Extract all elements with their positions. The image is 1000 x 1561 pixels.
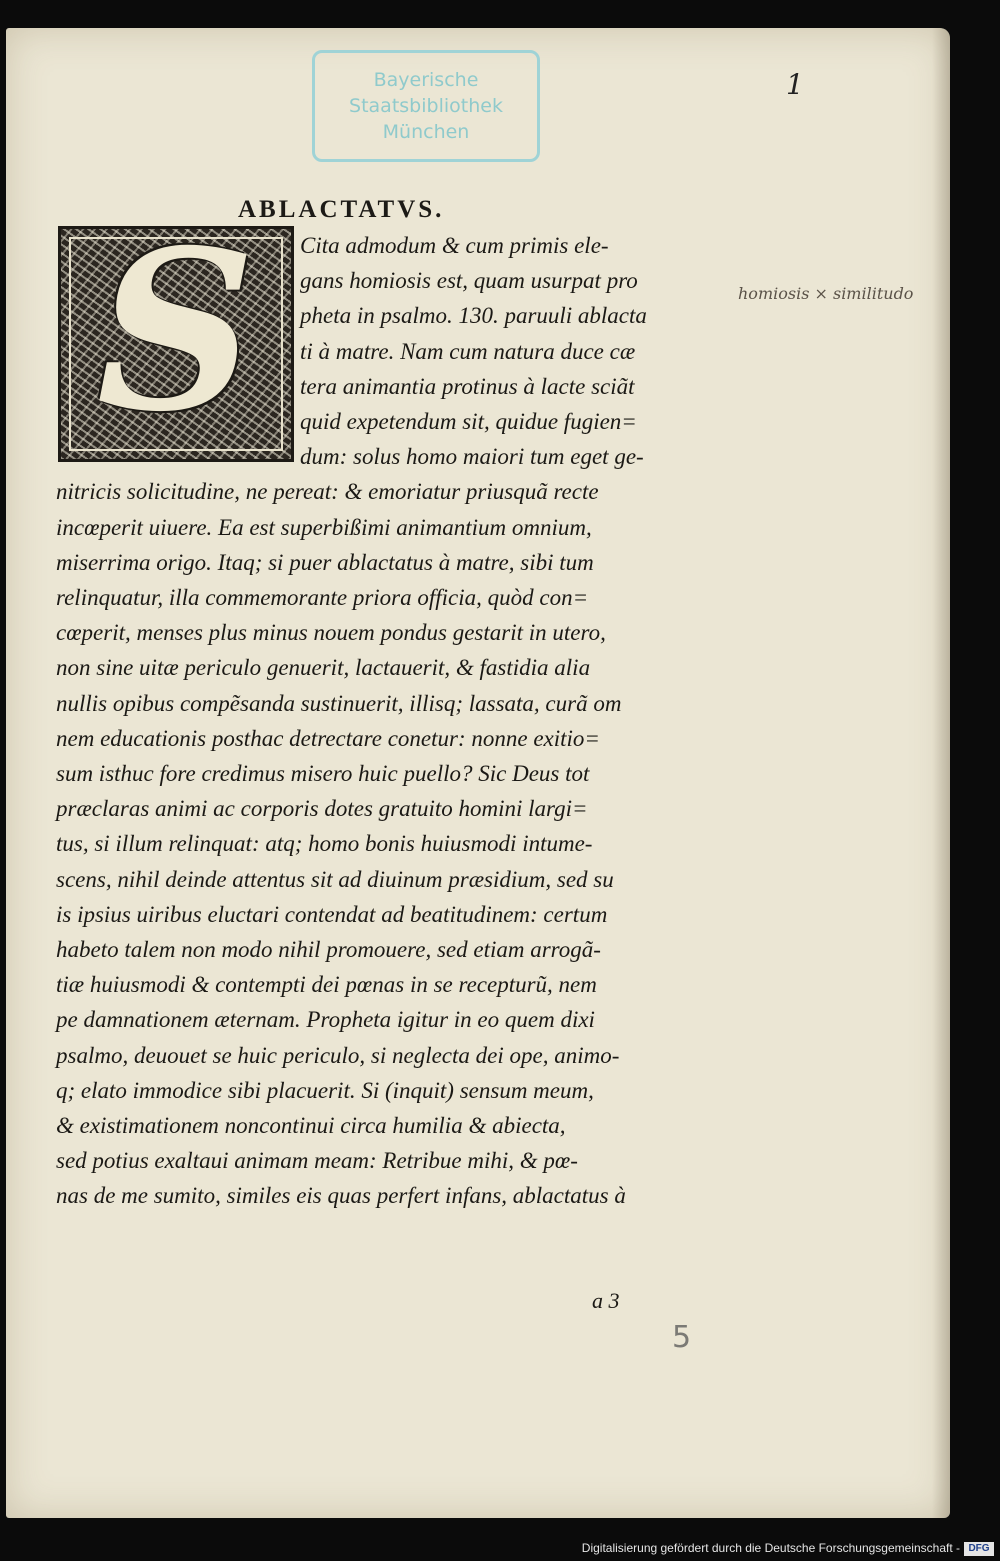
text-line: tiæ huiusmodi & contempti dei pœnas in se recepturũ, nem bbox=[56, 972, 597, 997]
text-line: is ipsius uiribus eluctari contendat ad beatitudinem: certum bbox=[56, 902, 608, 927]
text-line: sed potius exaltaui animam meam: Retribue mihi, & pœ- bbox=[56, 1148, 578, 1173]
text-line: nitricis solicitudine, ne pereat: & emoriatur priusquã recte bbox=[56, 479, 599, 504]
handwritten-margin-note: homiosis × similitudo bbox=[738, 284, 914, 303]
decorated-initial bbox=[58, 201, 294, 462]
dfg-logo: DFG bbox=[964, 1542, 994, 1556]
page-edge-shadow bbox=[932, 28, 950, 1518]
text-line: non sine uitæ periculo genuerit, lactauerit, & fastidia alia bbox=[56, 655, 591, 680]
text-line: sum isthuc fore credimus misero huic puello? Sic Deus tot bbox=[56, 761, 590, 786]
page-heading: ABLACTATVS. bbox=[238, 196, 445, 223]
text-line: incœperit uiuere. Ea est superbißimi animantium omnium, bbox=[56, 515, 592, 540]
text-line: & existimationem noncontinui circa humilia & abiecta, bbox=[56, 1113, 566, 1138]
text-line: q; elato immodice sibi placuerit. Si (inquit) sensum meum, bbox=[56, 1078, 594, 1103]
text-line: scens, nihil deinde attentus sit ad diuinum præsidium, sed su bbox=[56, 867, 614, 892]
text-line: nullis opibus compẽsanda sustinuerit, illisq; lassata, curã om bbox=[56, 691, 622, 716]
text-line: dum: solus homo maiori tum eget ge- bbox=[300, 444, 644, 469]
pencil-page-number: 5 bbox=[672, 1320, 692, 1355]
text-line: Cita admodum & cum primis ele- bbox=[300, 233, 609, 258]
initial-letter: S bbox=[96, 201, 256, 460]
signature-mark: a 3 bbox=[592, 1288, 620, 1313]
text-line: nem educationis posthac detrectare conetur: nonne exitio= bbox=[56, 726, 600, 751]
text-line: relinquatur, illa commemorante priora officia, quòd con= bbox=[56, 585, 589, 610]
text-line: gans homiosis est, quam usurpat pro bbox=[300, 268, 638, 293]
stamp-line: München bbox=[382, 121, 470, 143]
library-stamp bbox=[312, 50, 540, 162]
stamp-line: Staatsbibliothek bbox=[349, 95, 503, 117]
folio-mark: 1 bbox=[786, 68, 804, 101]
stamp-line: Bayerische bbox=[373, 69, 479, 91]
text-line: nas de me sumito, similes eis quas perfert infans, ablactatus à bbox=[56, 1183, 626, 1208]
text-line: ti à matre. Nam cum natura duce cæ bbox=[300, 339, 636, 364]
text-line: habeto talem non modo nihil promouere, sed etiam arrogã- bbox=[56, 937, 601, 962]
text-line: tus, si illum relinquat: atq; homo bonis huiusmodi intume- bbox=[56, 831, 593, 856]
text-line: quid expetendum sit, quidue fugien= bbox=[300, 409, 637, 434]
text-line: psalmo, deuouet se huic periculo, si neglecta dei ope, animo- bbox=[56, 1043, 620, 1068]
text-line: tera animantia protinus à lacte sciãt bbox=[300, 374, 635, 399]
text-line: miserrima origo. Itaq; si puer ablactatus à matre, sibi tum bbox=[56, 550, 594, 575]
text-line: cœperit, menses plus minus nouem pondus gestarit in utero, bbox=[56, 620, 606, 645]
text-line: præclaras animi ac corporis dotes gratuito homini largi= bbox=[56, 796, 588, 821]
text-line: pheta in psalmo. 130. paruuli ablacta bbox=[300, 303, 647, 328]
text-line: pe damnationem æternam. Propheta igitur in eo quem dixi bbox=[56, 1007, 595, 1032]
digitization-credit: Digitalisierung gefördert durch die Deutsche Forschungsgemeinschaft - bbox=[581, 1541, 960, 1555]
book-page bbox=[6, 28, 950, 1518]
